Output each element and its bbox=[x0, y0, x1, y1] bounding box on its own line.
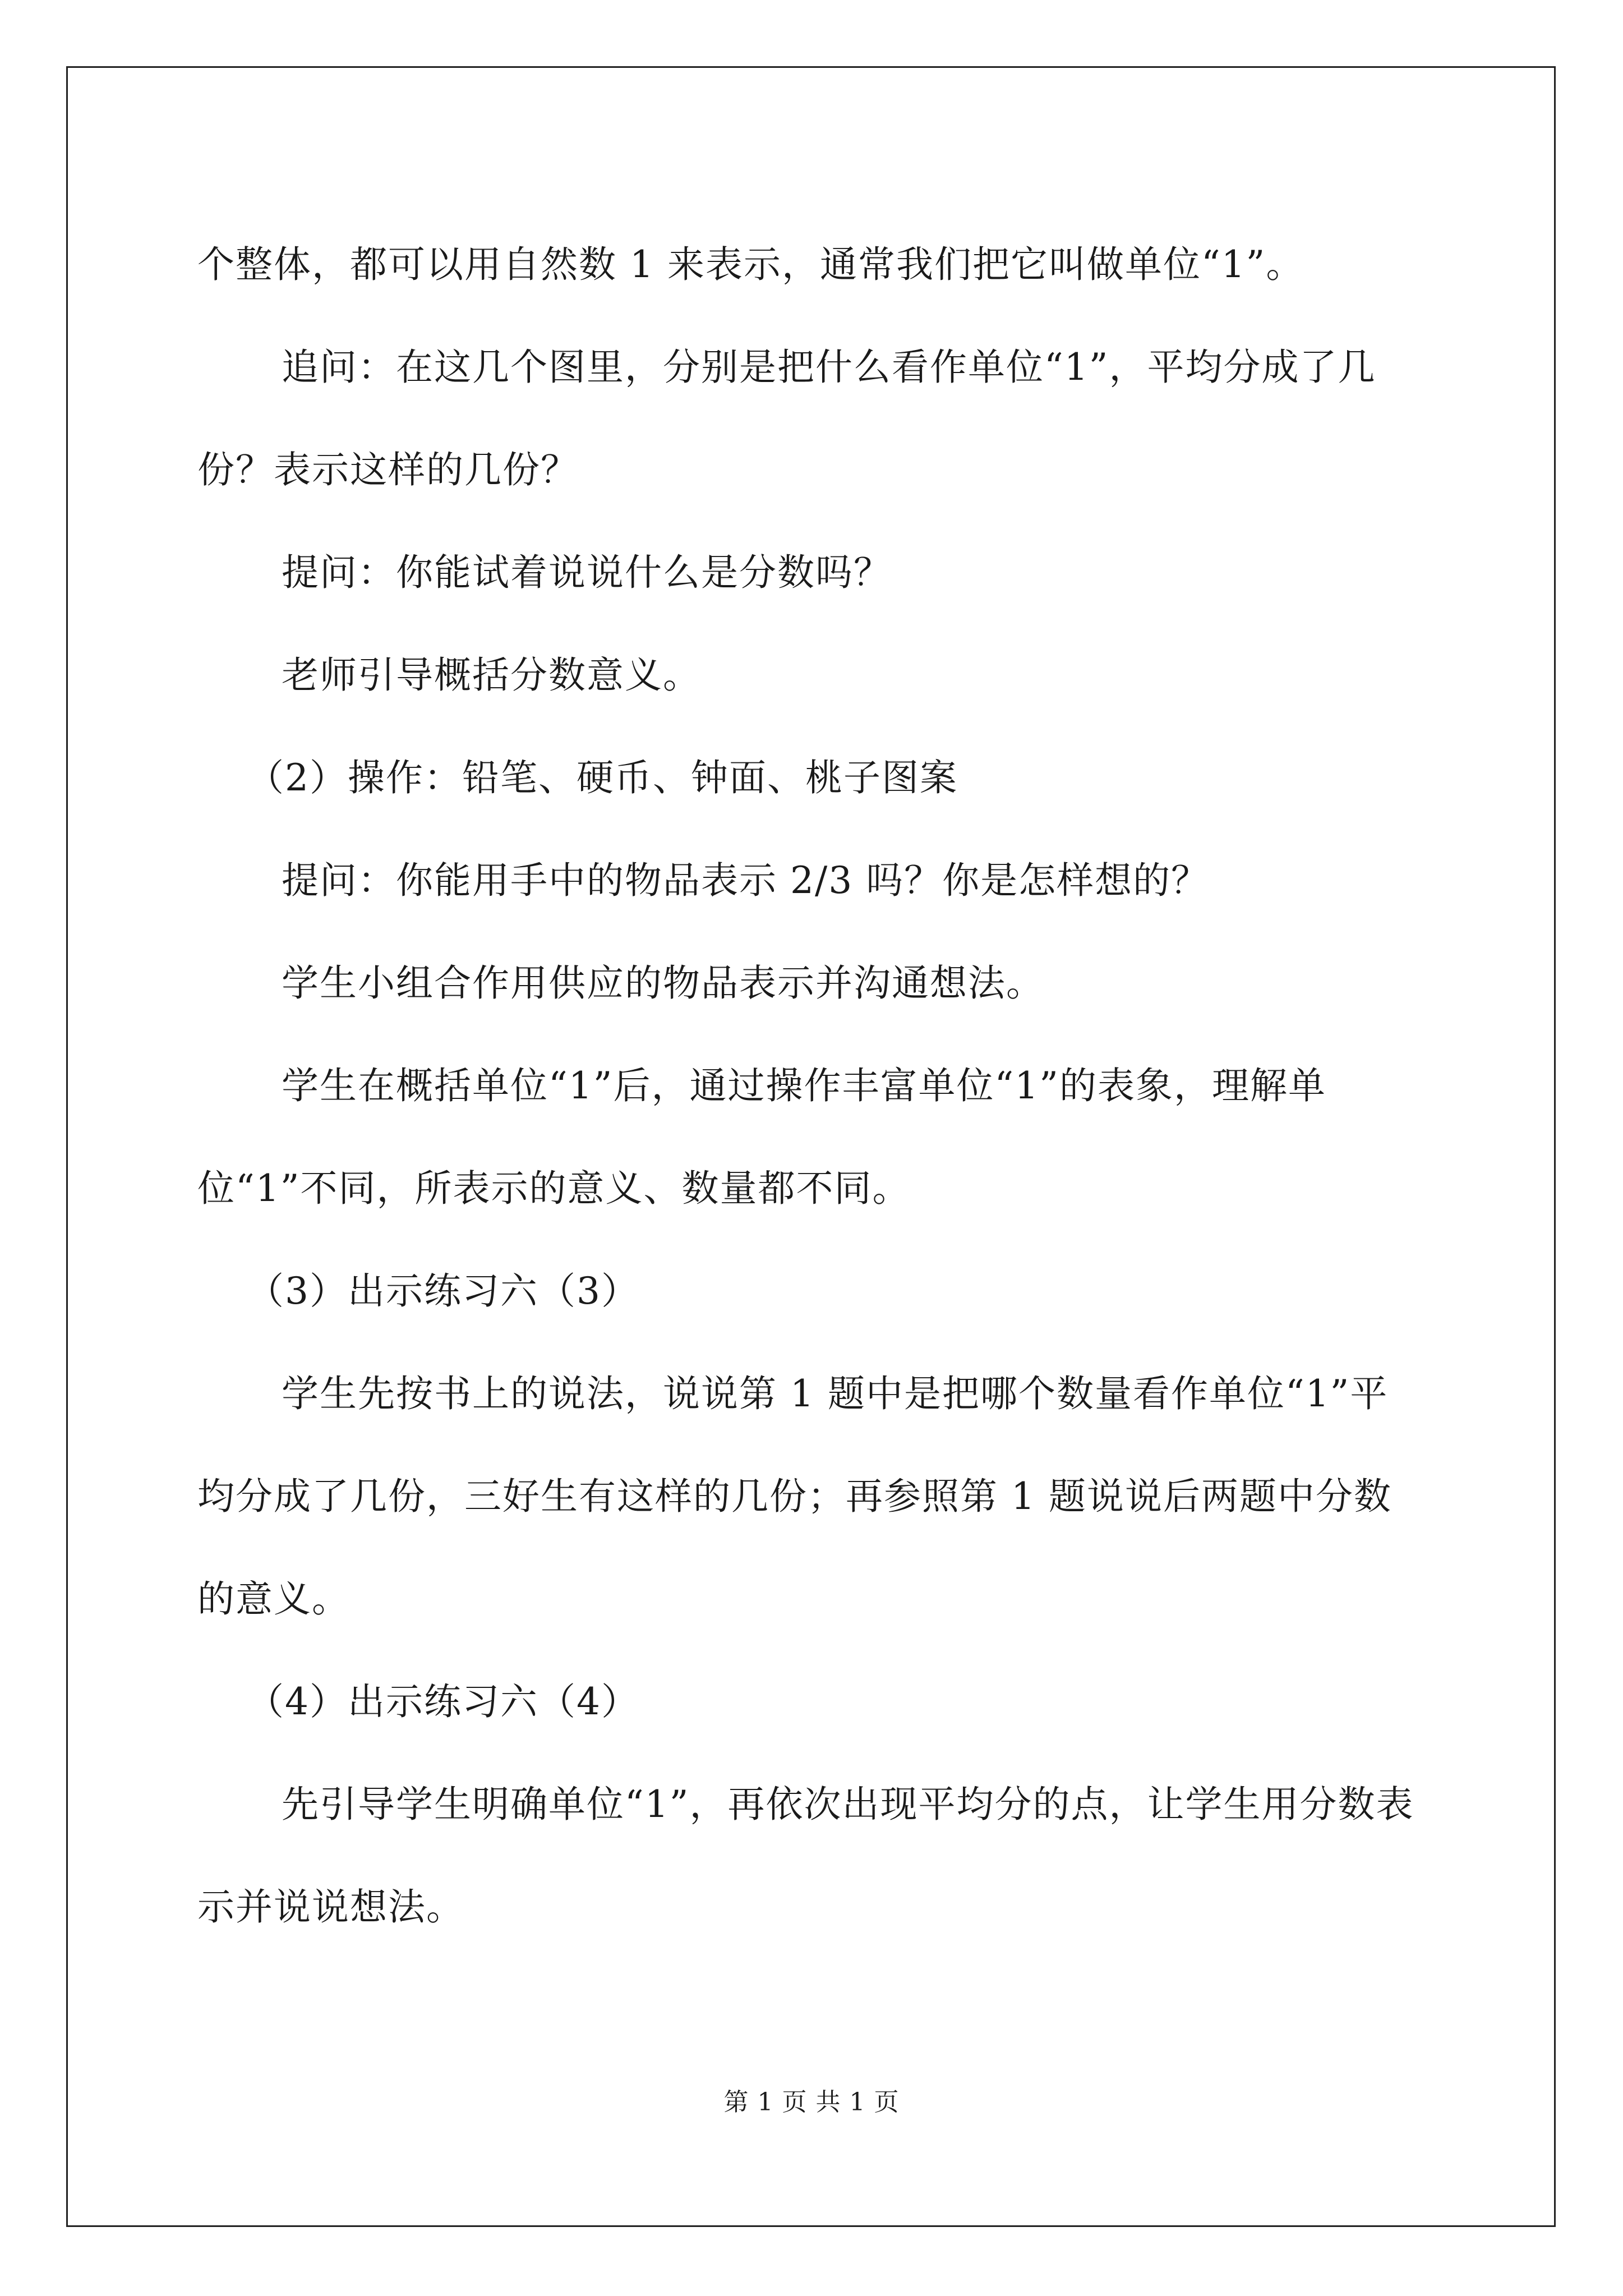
paragraph-8: 学生在概括单位“1”后，通过操作丰富单位“1”的表象，理解单位“1”不同，所表示的意义、数量都不同。 bbox=[197, 1064, 1326, 1210]
paragraph-6: 提问：你能用手中的物品表示 2/3 吗？你是怎样想的？ bbox=[282, 859, 1210, 902]
paragraph-11: （4）出示练习六（4） bbox=[247, 1680, 639, 1723]
paragraph-12: 先引导学生明确单位“1”，再依次出现平均分的点，让学生用分数表示并说说想法。 bbox=[197, 1783, 1414, 1929]
paragraph-4: 老师引导概括分数意义。 bbox=[282, 654, 701, 697]
paragraph-9: （3）出示练习六（3） bbox=[247, 1269, 639, 1313]
page-footer: 第 1 页 共 1 页 bbox=[723, 2088, 900, 2116]
paragraph-1: 个整体，都可以用自然数 1 来表示，通常我们把它叫做单位“1”。 bbox=[197, 243, 1304, 286]
paragraph-3: 提问：你能试着说说什么是分数吗？ bbox=[282, 551, 892, 594]
paragraph-2: 追问：在这几个图里，分别是把什么看作单位“1”，平均分成了几份？表示这样的几份？ bbox=[197, 346, 1376, 491]
document-body bbox=[197, 213, 1426, 1958]
paragraph-10: 学生先按书上的说法，说说第 1 题中是把哪个数量看作单位“1”平均分成了几份，三好生有这样的几份；再参照第 1 题说说后两题中分数的意义。 bbox=[197, 1372, 1392, 1621]
paragraph-5: （2）操作：铅笔、硬币、钟面、桃子图案 bbox=[247, 756, 958, 799]
paragraph-7: 学生小组合作用供应的物品表示并沟通想法。 bbox=[282, 961, 1044, 1005]
